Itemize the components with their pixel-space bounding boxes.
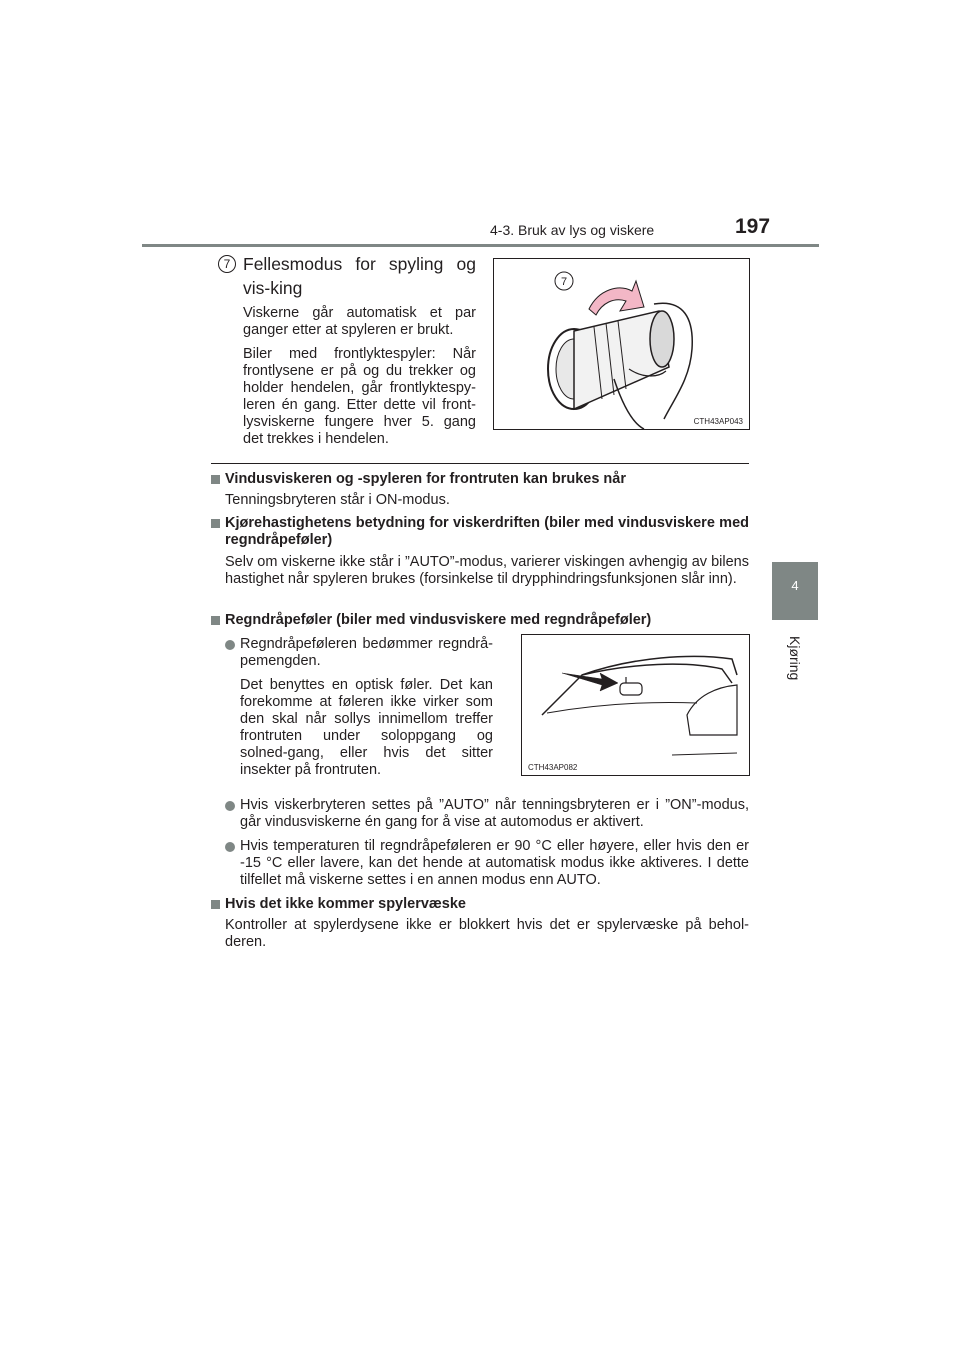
note-heading-3: Regndråpeføler (biler med vindusviskere med regndråpeføler) xyxy=(225,612,652,628)
rain-sensor-illustration xyxy=(522,635,749,775)
note-text-2: Selv om viskerne ikke står i ”AUTO”-modus, varierer viskingen avhengig av bilens hastighet når spyleren brukes (forsinkelse til drypphindringsfunksjonen slår inn). xyxy=(225,554,749,587)
item-paragraph-1: Viskerne går automatisk et par ganger etter at spyleren er brukt. xyxy=(243,305,476,338)
note-text-4: Kontroller at spylerdysene ikke er blokkert hvis det er spylervæske på behol-deren. xyxy=(225,917,749,950)
bullet-square xyxy=(211,900,220,909)
figure-wiper-lever xyxy=(493,258,750,430)
note-heading-2: Kjørehastighetens betydning for viskerdriften (biler med vindusviskere med regndråpeføler) xyxy=(225,515,749,548)
item-paragraph-2: Biler med frontlyktespyler: Når frontlysene er på og du trekker og holder hendelen, går frontlyktespy-leren én gang. Etter dette vil front-lysviskerne fungere hver 5. gang det trekkes i hendelen. xyxy=(243,346,476,447)
chapter-label: Kjøring xyxy=(787,636,803,681)
note-3-bullet-3: Hvis temperaturen til regndråpeføleren er 90 °C eller høyere, eller hvis den er -15 °C eller lavere, kan det hende at automatisk modus ikke aktiveres. I dette tilfellet må viskerne settes i en annen modus enn AUTO. xyxy=(240,838,749,888)
header-rule xyxy=(142,244,819,247)
note-3-bullet-1: Regndråpeføleren bedømmer regndrå-pemengden. xyxy=(240,636,493,669)
bullet-dot xyxy=(225,801,235,811)
bullet-square xyxy=(211,519,220,528)
figure-code: CTH43AP082 xyxy=(528,763,578,772)
note-3-bullet-2: Hvis viskerbryteren settes på ”AUTO” når tenningsbryteren er i ”ON”-modus, går vindusviskerne én gang for å vise at automodus er aktivert. xyxy=(240,797,749,830)
note-text-1: Tenningsbryteren står i ON-modus. xyxy=(225,492,450,508)
item-title: Fellesmodus for spyling og vis-king xyxy=(243,254,476,298)
chapter-tab xyxy=(772,562,818,620)
chapter-number: 4 xyxy=(791,578,799,593)
bullet-dot xyxy=(225,842,235,852)
section-separator xyxy=(211,463,749,464)
note-3-bullet-1-detail: Det benyttes en optisk føler. Det kan forekomme at føleren ikke virker som den skal når sollys innimellom treffer frontruten under soloppgang og solned-gang, eller hvis det sitter insekter på frontruten. xyxy=(240,677,493,778)
note-heading-4: Hvis det ikke kommer spylervæske xyxy=(225,896,466,912)
section-title: 4-3. Bruk av lys og viskere xyxy=(490,222,655,238)
page-number: 197 xyxy=(735,215,771,238)
note-heading-1: Vindusviskeren og -spyleren for frontruten kan brukes når xyxy=(225,471,627,487)
figure-rain-sensor xyxy=(521,634,750,776)
bullet-square xyxy=(211,475,220,484)
wiper-lever-illustration xyxy=(494,259,749,429)
figure-code: CTH43AP043 xyxy=(693,417,743,426)
bullet-dot xyxy=(225,640,235,650)
figure-callout-7: 7 xyxy=(560,276,568,288)
bullet-square xyxy=(211,616,220,625)
item-number-badge: 7 xyxy=(218,255,236,273)
